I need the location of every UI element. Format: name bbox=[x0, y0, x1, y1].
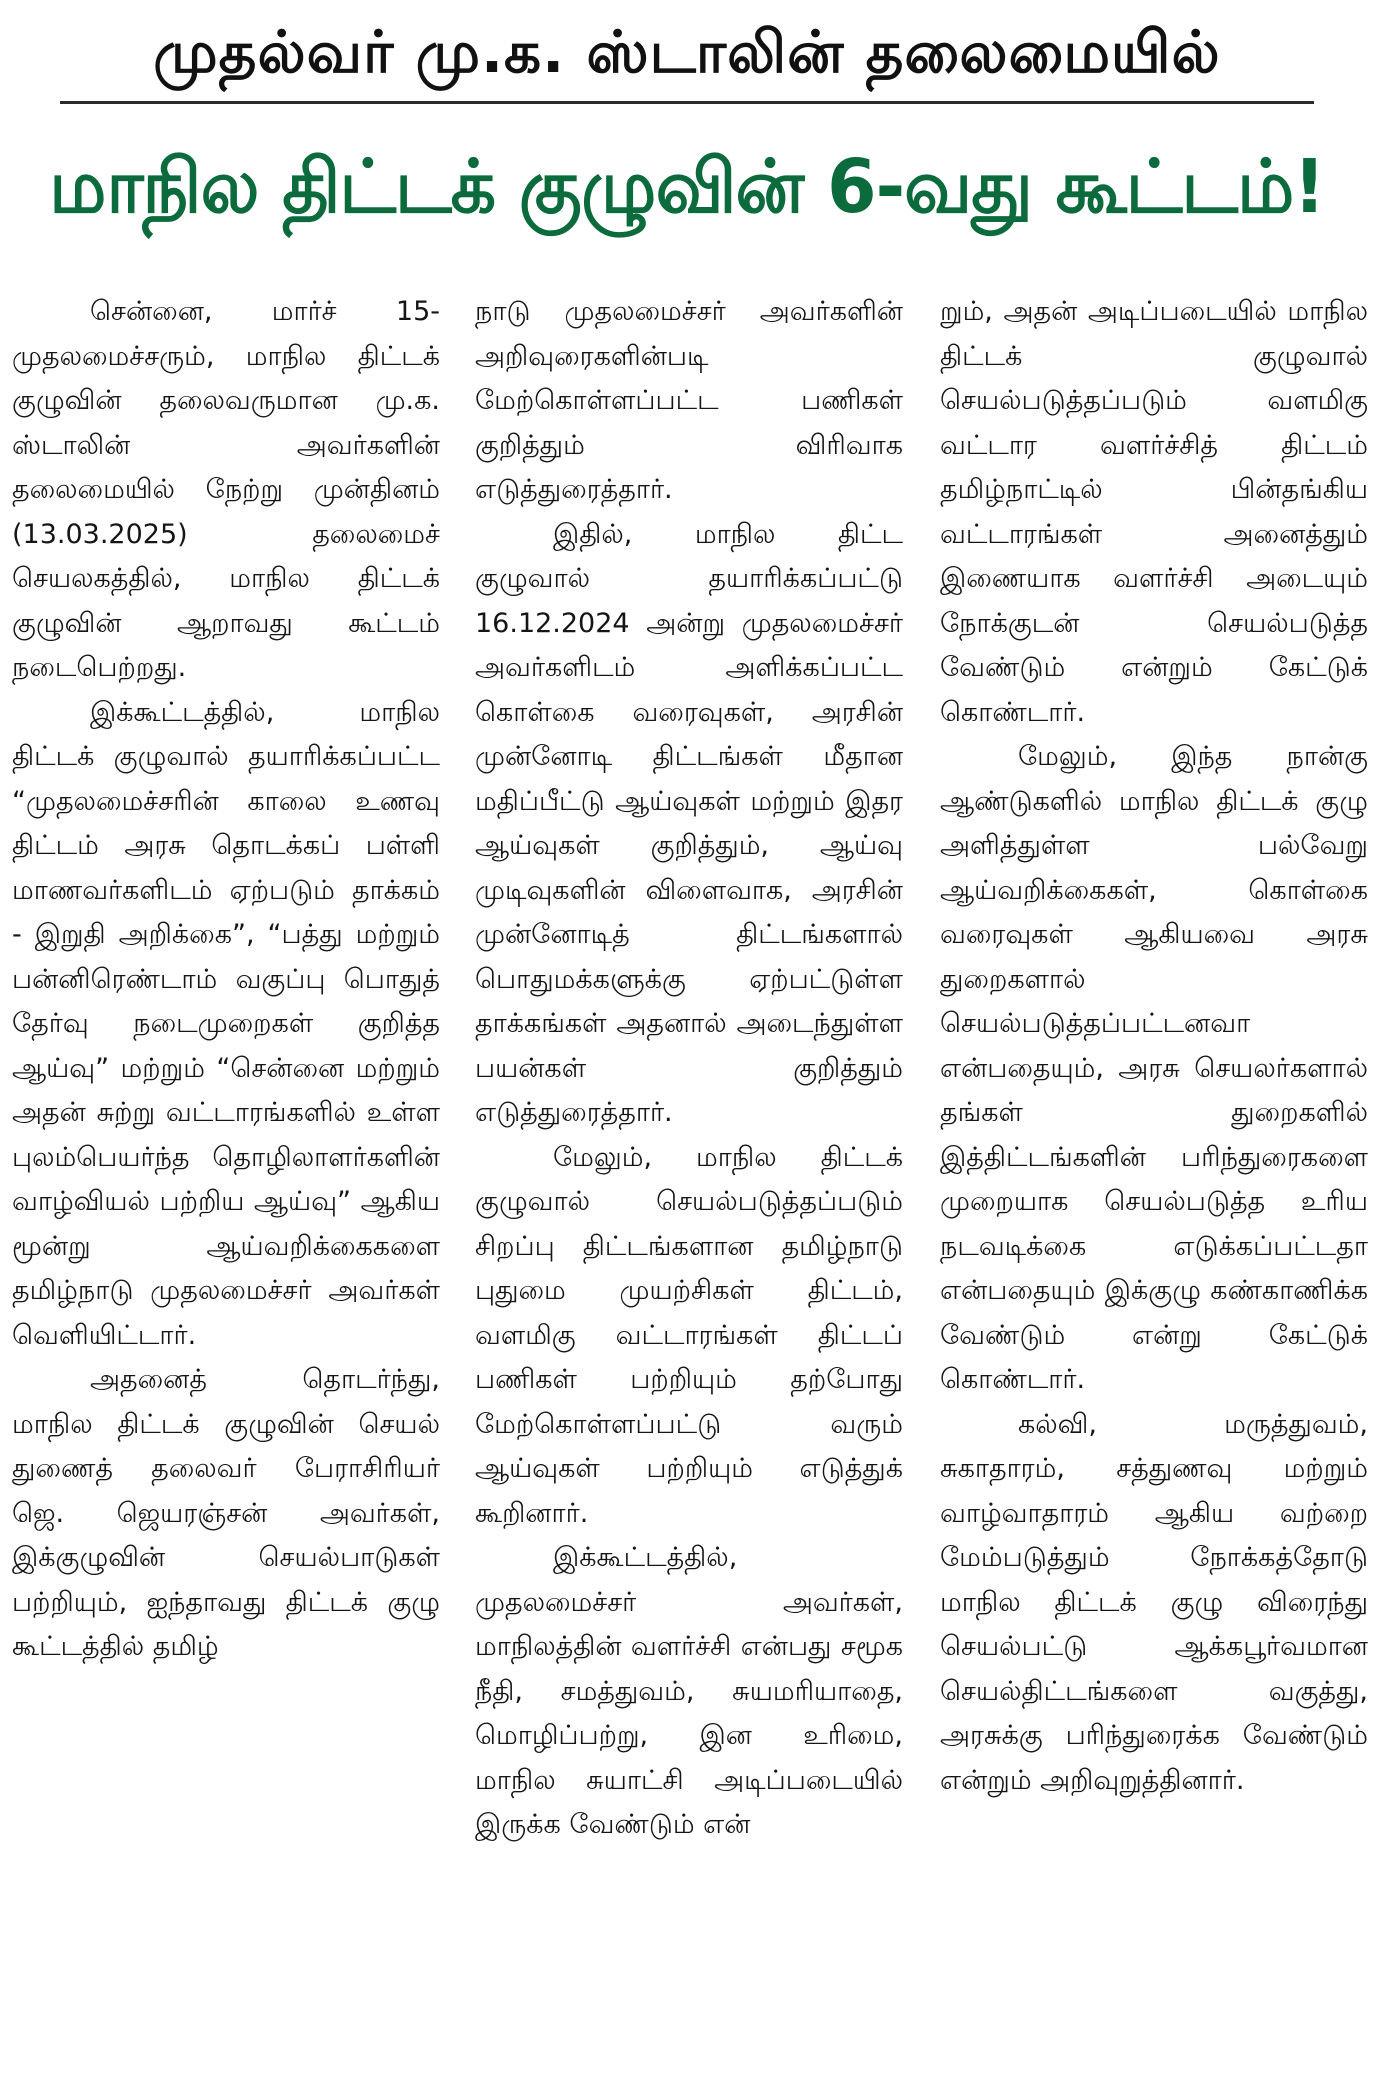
paragraph: இதில், மாநில திட்ட குழுவால் தயாரிக்கப்பட்டு 16.12.2024 அன்று முதலமைச்சர் அவர்களிடம் அளிக்கப்பட்ட கொள்கை வரைவுகள், அரசின் முன்னோடி திட்டங்கள் மீதான மதிப்பீட்டு ஆய்வுகள் மற்றும் இதர ஆய்வுகள் குறித்தும், ஆய்வு முடிவுகளின் விளைவாக, அரசின் முன்னோடித் திட்டங்களால் பொதுமக்களுக்கு ஏற்பட்டுள்ள தாக்கங்கள் அதனால் அடைந்துள்ள பயன்கள் குறித்தும் எடுத்துரைத்தார். bbox=[475, 518, 903, 1128]
header-divider bbox=[60, 101, 1314, 104]
paragraph: நாடு முதலமைச்சர் அவர்களின் அறிவுரைகளின்படி மேற்கொள்ளப்பட்ட பணிகள் குறித்தும் விரிவாக எடுத்துரைத்தார். bbox=[475, 296, 903, 505]
article-column-2 bbox=[475, 290, 903, 2060]
article-column-3 bbox=[940, 290, 1368, 2060]
kicker-headline: முதல்வர் மு.க. ஸ்டாலின் தலைமையில் bbox=[153, 18, 1221, 86]
paragraph: மேலும், இந்த நான்கு ஆண்டுகளில் மாநில திட்டக் குழு அளித்துள்ள பல்வேறு ஆய்வறிக்கைகள், கொள்கை வரைவுகள் ஆகியவை அரசு துறைகளால் செயல்படுத்தப்பட்டனவா என்பதையும், அரசு செயலர்களால் தங்கள் துறைகளில் இத்திட்டங்களின் பரிந்துரைகளை முறையாக செயல்படுத்த உரிய நடவடிக்கை எடுக்கப்பட்டதா என்பதையும் இக்குழு கண்காணிக்க வேண்டும் என்று கேட்டுக் கொண்டார். bbox=[940, 741, 1368, 1395]
paragraph: றும், அதன் அடிப்படையில் மாநில திட்டக் குழுவால் செயல்படுத்தப்படும் வளமிகு வட்டார வளர்ச்சித் திட்டம் தமிழ்நாட்டில் பின்தங்கிய வட்டாரங்கள் அனைத்தும் இணையாக வளர்ச்சி அடையும் நோக்குடன் செயல்படுத்த வேண்டும் என்றும் கேட்டுக் கொண்டார். bbox=[940, 296, 1368, 728]
paragraph: சென்னை, மார்ச் 15- முதலமைச்சரும், மாநில திட்டக் குழுவின் தலைவருமான மு.க. ஸ்டாலின் அவர்களின் தலைமையில் நேற்று முன்தினம் (13.03.2025) தலைமைச் செயலகத்தில், மாநில திட்டக் குழுவின் ஆறாவது கூட்டம் நடைபெற்றது. bbox=[12, 296, 440, 683]
paragraph: மேலும், மாநில திட்டக் குழுவால் செயல்படுத்தப்படும் சிறப்பு திட்டங்களான தமிழ்நாடு புதுமை முயற்சிகள் திட்டம், வளமிகு வட்டாரங்கள் திட்டப் பணிகள் பற்றியும் தற்போது மேற்கொள்ளப்பட்டு வரும் ஆய்வுகள் பற்றியும் எடுத்துக் கூறினார். bbox=[475, 1141, 903, 1529]
paragraph: கல்வி, மருத்துவம், சுகாதாரம், சத்துணவு மற்றும் வாழ்வாதாரம் ஆகிய வற்றை மேம்படுத்தும் நோக்கத்தோடு மாநில திட்டக் குழு விரைந்து செயல்பட்டு ஆக்கபூர்வமான செயல்திட்டங்களை வகுத்து, அரசுக்கு பரிந்துரைக்க வேண்டும் என்றும் அறிவுறுத்தினார். bbox=[940, 1408, 1368, 1796]
paragraph: இக்கூட்டத்தில், மாநில திட்டக் குழுவால் தயாரிக்கப்பட்ட “முதலமைச்சரின் காலை உணவு திட்டம் அரசு தொடக்கப் பள்ளி மாணவர்களிடம் ஏற்படும் தாக்கம் - இறுதி அறிக்கை”, “பத்து மற்றும் பன்னிரெண்டாம் வகுப்பு பொதுத் தேர்வு நடைமுறைகள் குறித்த ஆய்வு” மற்றும் “சென்னை மற்றும் அதன் சுற்று வட்டாரங்களில் உள்ள புலம்பெயர்ந்த தொழிலாளர்களின் வாழ்வியல் பற்றிய ஆய்வு” ஆகிய மூன்று ஆய்வறிக்கைகளை தமிழ்நாடு முதலமைச்சர் அவர்கள் வெளியிட்டார். bbox=[12, 696, 440, 1351]
article-column-1 bbox=[12, 290, 440, 2060]
main-headline: மாநில திட்டக் குழுவின் 6-வது கூட்டம்! bbox=[49, 144, 1325, 230]
paragraph: இக்கூட்டத்தில், முதலமைச்சர் அவர்கள், மாநிலத்தின் வளர்ச்சி என்பது சமூக நீதி, சமத்துவம், சுயமரியாதை, மொழிப்பற்று, இன உரிமை, மாநில சுயாட்சி அடிப்படையில் இருக்க வேண்டும் என் bbox=[475, 1542, 903, 1840]
paragraph: அதனைத் தொடர்ந்து, மாநில திட்டக் குழுவின் செயல் துணைத் தலைவர் பேராசிரியர் ஜெ. ஜெயரஞ்சன் அவர்கள், இக்குழுவின் செயல்பாடுகள் பற்றியும், ஐந்தாவது திட்டக் குழு கூட்டத்தில் தமிழ் bbox=[12, 1364, 440, 1662]
